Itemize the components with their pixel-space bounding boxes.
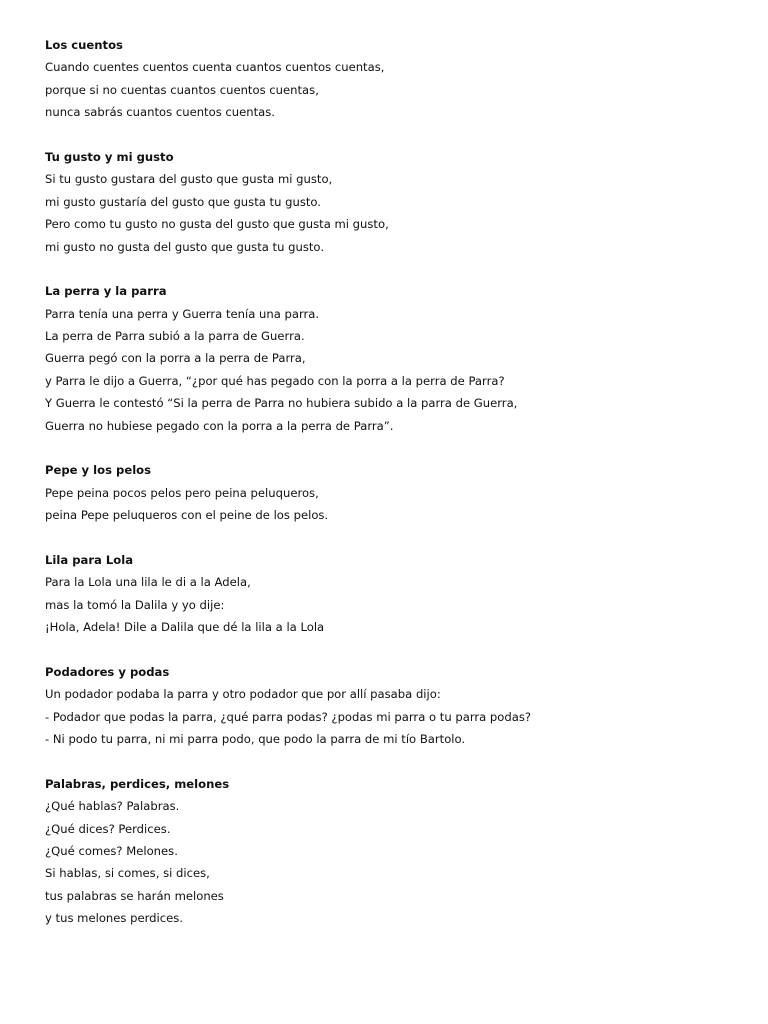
poem-line: - Podador que podas la parra, ¿qué parra podas? ¿podas mi parra o tu parra podas? [45,709,532,724]
poem-line: mi gusto gustaría del gusto que gusta tu gusto. [45,194,321,209]
poem-palabras-perdices-melones [45,773,745,930]
poem-los-cuentos [45,34,745,124]
poem-podadores-y-podas [45,661,745,751]
poem-title: Podadores y podas [45,664,170,679]
poem-tu-gusto-y-mi-gusto [45,146,745,258]
poem-line: Guerra no hubiese pegado con la porra a la perra de Parra”. [45,418,394,433]
poem-line: Si hablas, si comes, si dices, [45,866,210,881]
poem-line: Parra tenía una perra y Guerra tenía una parra. [45,306,320,321]
poem-title: La perra y la parra [45,284,167,299]
poem-line: mas la tomó la Dalila y yo dije: [45,597,225,612]
poem-line: porque si no cuentas cuantos cuentos cuentas, [45,82,319,97]
poem-line: peina Pepe peluqueros con el peine de los pelos. [45,508,329,523]
poem-line: nunca sabrás cuantos cuentos cuentas. [45,105,275,120]
poem-line: ¿Qué hablas? Palabras. [45,799,180,814]
poem-title: Lila para Lola [45,552,134,567]
poem-line: Y Guerra le contestó “Si la perra de Parra no hubiera subido a la parra de Guerra, [45,396,518,411]
poem-line: Si tu gusto gustara del gusto que gusta mi gusto, [45,172,333,187]
poem-line: La perra de Parra subió a la parra de Guerra. [45,329,305,344]
poem-line: tus palabras se harán melones [45,888,224,903]
poem-title: Pepe y los pelos [45,463,152,478]
poem-line: ¿Qué dices? Perdices. [45,821,171,836]
poem-line: ¿Qué comes? Melones. [45,844,178,859]
poem-line: Pepe peina pocos pelos pero peina peluqueros, [45,485,319,500]
document-page [45,34,745,952]
poem-title: Palabras, perdices, melones [45,776,230,791]
poem-line: ¡Hola, Adela! Dile a Dalila que dé la lila a la Lola [45,620,325,635]
poem-lila-para-lola [45,549,745,639]
poem-line: Cuando cuentes cuentos cuenta cuantos cuentos cuentas, [45,60,385,75]
poem-line: mi gusto no gusta del gusto que gusta tu gusto. [45,239,325,254]
poem-line: y tus melones perdices. [45,911,183,926]
poem-title: Tu gusto y mi gusto [45,149,174,164]
poem-line: - Ni podo tu parra, ni mi parra podo, que podo la parra de mi tío Bartolo. [45,732,466,747]
poem-line: Un podador podaba la parra y otro podador que por allí pasaba dijo: [45,687,441,702]
poem-title: Los cuentos [45,38,123,52]
poem-la-perra-y-la-parra [45,280,745,437]
poem-line: Pero como tu gusto no gusta del gusto que gusta mi gusto, [45,217,389,232]
poem-line: y Parra le dijo a Guerra, “¿por qué has pegado con la porra a la perra de Parra? [45,373,505,388]
poem-line: Para la Lola una lila le di a la Adela, [45,575,251,590]
poem-line: Guerra pegó con la porra a la perra de Parra, [45,351,306,366]
poem-pepe-y-los-pelos [45,459,745,526]
